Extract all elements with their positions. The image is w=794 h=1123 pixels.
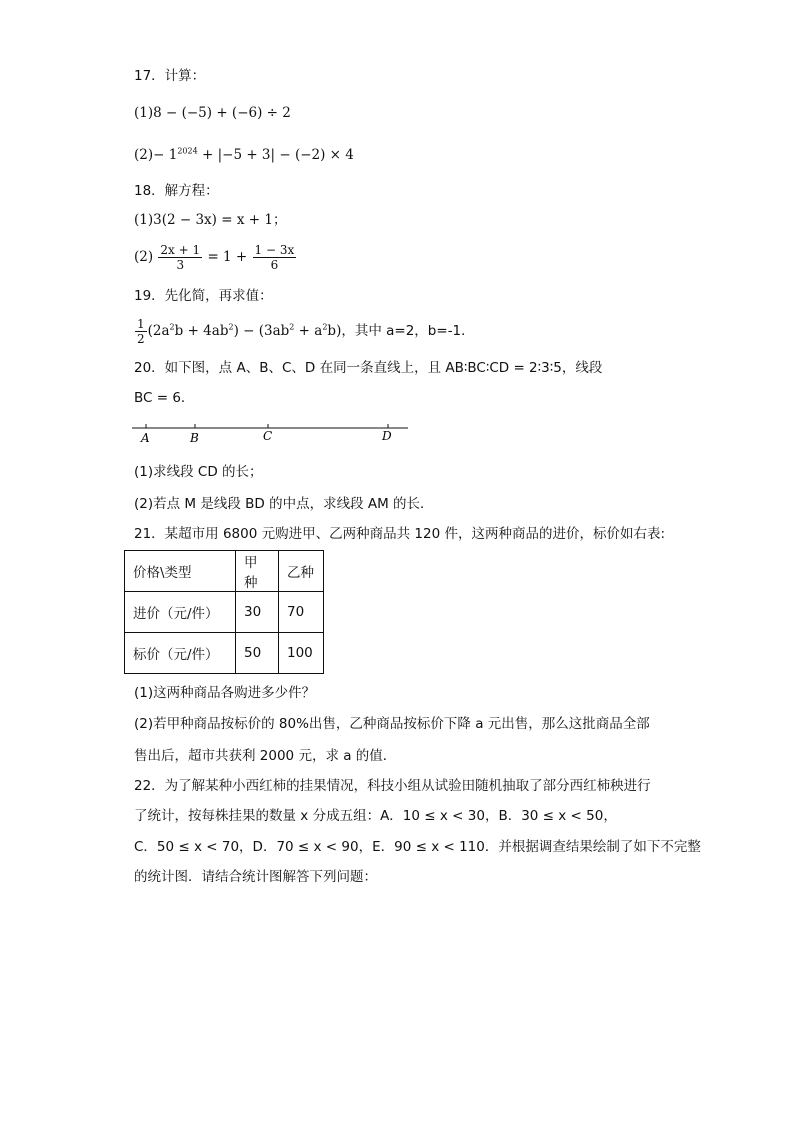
table-cell: 70 [279,592,324,633]
q18-part1-end: ； [272,212,287,228]
q20-part2: (2)若点 M 是线段 BD 的中点，求线段 AM 的长． [134,496,434,512]
q19-title: 19．先化简，再求值： [134,288,273,304]
q19-half-den: 2 [137,332,145,346]
q20-line1: 20．如下图，点 A、B、C、D 在同一条直线上，且 AB∶BC∶CD = 2∶3∶5，线段 [134,360,603,376]
q19-sup1: 2 [169,322,175,332]
table-header-cell: 乙种 [279,551,324,592]
q19-tail: ，其中 a=2，b=-1． [341,323,475,339]
q18-part1-expr: 3(2 − 3x) = x + 1 [153,212,273,228]
q18-frac2-den: 6 [270,258,279,272]
table-row [125,633,324,674]
q18-frac1-num: 2x + 1 [160,243,201,257]
q21-title: 21．某超市用 6800 元购进甲、乙两种商品共 120 件，这两种商品的进价，标价如右表: [134,526,666,542]
q21-part1: (1)这两种商品各购进多少件？ [134,685,316,701]
table-cell: 50 [236,633,279,674]
table-cell: 进价（元/件） [125,592,236,633]
q18-frac2-num: 1 − 3x [254,243,295,257]
q17-part2-label: (2) [134,147,154,163]
q18-frac1-den: 3 [176,258,185,272]
q17-part2-exp: 2024 [177,146,198,156]
q19-sup4: 2 [322,322,328,332]
q17-part2 [134,145,354,165]
q22-line2: 了统计，按每株挂果的数量 x 分成五组：A．10 ≤ x < 30，B．30 ≤ x < 50， [134,808,617,824]
q17-part2-b: + |−5 + 3| − (−2) × 4 [197,147,354,163]
q17-part1-label: (1) [134,105,154,121]
q21-part2-line2: 售出后，超市共获利 2000 元，求 a 的值． [134,748,397,764]
q18-part1 [134,210,286,230]
q19-expr-a: (2a [147,323,170,339]
table-row [125,592,324,633]
line-segment-figure [130,418,412,446]
q18-part2-label: (2) [134,249,154,265]
table-row [125,551,324,592]
table-cell: 100 [279,633,324,674]
q19-half-num: 1 [137,317,145,331]
q17-part1-expr: 8 − (−5) + (−6) ÷ 2 [153,105,291,121]
q19-expr-c: ) − (3ab [233,323,290,339]
q18-fraction-left [158,243,202,272]
q19-half-fraction [135,317,147,346]
table-cell: 30 [236,592,279,633]
q22-line1: 22．为了解某种小西红柿的挂果情况，科技小组从试验田随机抽取了部分西红柿秧进行 [134,778,651,794]
q22-line3: C．50 ≤ x < 70，D．70 ≤ x < 90，E．90 ≤ x < 110．并根据调查结果绘制了如下不完整 [134,839,701,855]
q17-part1 [134,103,291,123]
q19-expression [134,314,475,348]
q17-title: 17．计算： [134,68,206,84]
point-label-b: B [190,431,199,445]
q19-expr-e: b) [327,323,342,339]
q22-line4: 的统计图．请结合统计图解答下列问题： [134,869,377,885]
point-label-a: A [141,431,150,445]
q21-part2-line1: (2)若甲种商品按标价的 80%出售，乙种商品按标价下降 a 元出售，那么这批商品全部 [134,716,650,732]
q19-expr-d: + a [294,323,323,339]
q18-title: 18．解方程： [134,183,219,199]
point-label-d: D [382,429,392,443]
point-label-c: C [263,429,273,443]
table-cell: 标价（元/件） [125,633,236,674]
table-header-cell: 甲种 [236,551,279,592]
table-header-cell: 价格\类型 [125,551,236,592]
q18-fraction-right [253,243,297,272]
q19-sup2: 2 [228,322,234,332]
q18-part2-mid: = 1 + [207,249,248,265]
q20-line2: BC = 6． [134,390,195,406]
q17-part2-a: − 1 [153,147,178,163]
q20-part1: (1)求线段 CD 的长； [134,464,263,480]
q18-part1-label: (1) [134,212,154,228]
q19-expr-b: b + 4ab [174,323,229,339]
q19-sup3: 2 [289,322,295,332]
price-table [124,550,324,674]
q18-part2 [134,240,297,274]
